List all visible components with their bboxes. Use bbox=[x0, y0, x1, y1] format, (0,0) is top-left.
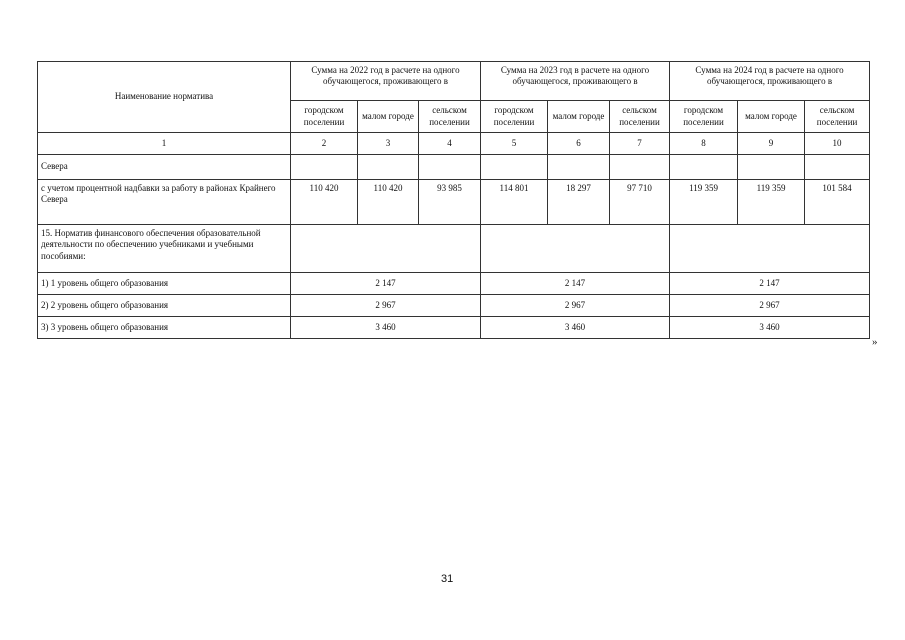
column-index: 8 bbox=[670, 133, 738, 155]
column-index: 4 bbox=[419, 133, 481, 155]
empty-cell bbox=[291, 225, 481, 273]
column-index: 9 bbox=[738, 133, 805, 155]
row-label-severa: Севера bbox=[38, 155, 291, 180]
year-header-2023: Сумма на 2023 год в расчете на одного обучающегося, проживающего в bbox=[481, 62, 670, 101]
value-cell: 2 147 bbox=[291, 273, 481, 295]
table-row bbox=[38, 295, 870, 317]
table-row bbox=[38, 317, 870, 339]
column-index: 10 bbox=[805, 133, 870, 155]
subheader-urban: городском поселении bbox=[670, 101, 738, 133]
row-label-level-2: 2) 2 уровень общего образования bbox=[38, 295, 291, 317]
row-label-level-3: 3) 3 уровень общего образования bbox=[38, 317, 291, 339]
page-number: 31 bbox=[441, 573, 454, 585]
closing-quote: » bbox=[872, 336, 878, 348]
row-label-allowance: с учетом процентной надбавки за работу в районах Крайнего Севера bbox=[38, 180, 291, 225]
empty-cell bbox=[291, 155, 358, 180]
table-row bbox=[38, 180, 870, 225]
column-index: 2 bbox=[291, 133, 358, 155]
value-cell: 18 297 bbox=[548, 180, 610, 225]
subheader-urban: городском поселении bbox=[481, 101, 548, 133]
header-row-years bbox=[38, 62, 870, 101]
column-index: 3 bbox=[358, 133, 419, 155]
row-label-norm-15: 15. Норматив финансового обеспечения образовательной деятельности по обеспечению учебниками и учебными пособиями: bbox=[38, 225, 291, 273]
value-cell: 2 147 bbox=[481, 273, 670, 295]
column-index: 1 bbox=[38, 133, 291, 155]
value-cell: 2 147 bbox=[670, 273, 870, 295]
table-row bbox=[38, 225, 870, 273]
value-cell: 114 801 bbox=[481, 180, 548, 225]
empty-cell bbox=[738, 155, 805, 180]
value-cell: 2 967 bbox=[481, 295, 670, 317]
value-cell: 2 967 bbox=[291, 295, 481, 317]
subheader-rural: сельском поселении bbox=[419, 101, 481, 133]
empty-cell bbox=[419, 155, 481, 180]
empty-cell bbox=[358, 155, 419, 180]
table-row bbox=[38, 273, 870, 295]
name-header: Наименование норматива bbox=[38, 62, 291, 133]
value-cell: 2 967 bbox=[670, 295, 870, 317]
value-cell: 97 710 bbox=[610, 180, 670, 225]
subheader-small-town: малом городе bbox=[738, 101, 805, 133]
norms-table bbox=[37, 61, 870, 339]
subheader-rural: сельском поселении bbox=[610, 101, 670, 133]
empty-cell bbox=[670, 225, 870, 273]
empty-cell bbox=[670, 155, 738, 180]
subheader-rural: сельском поселении bbox=[805, 101, 870, 133]
empty-cell bbox=[805, 155, 870, 180]
column-index: 5 bbox=[481, 133, 548, 155]
value-cell: 101 584 bbox=[805, 180, 870, 225]
subheader-small-town: малом городе bbox=[548, 101, 610, 133]
empty-cell bbox=[481, 155, 548, 180]
column-index-row bbox=[38, 133, 870, 155]
row-label-level-1: 1) 1 уровень общего образования bbox=[38, 273, 291, 295]
subheader-small-town: малом городе bbox=[358, 101, 419, 133]
table-row bbox=[38, 155, 870, 180]
value-cell: 110 420 bbox=[291, 180, 358, 225]
subheader-urban: городском поселении bbox=[291, 101, 358, 133]
value-cell: 3 460 bbox=[670, 317, 870, 339]
value-cell: 3 460 bbox=[291, 317, 481, 339]
value-cell: 119 359 bbox=[670, 180, 738, 225]
year-header-2022: Сумма на 2022 год в расчете на одного обучающегося, проживающего в bbox=[291, 62, 481, 101]
empty-cell bbox=[610, 155, 670, 180]
value-cell: 119 359 bbox=[738, 180, 805, 225]
column-index: 6 bbox=[548, 133, 610, 155]
column-index: 7 bbox=[610, 133, 670, 155]
value-cell: 3 460 bbox=[481, 317, 670, 339]
value-cell: 110 420 bbox=[358, 180, 419, 225]
year-header-2024: Сумма на 2024 год в расчете на одного обучающегося, проживающего в bbox=[670, 62, 870, 101]
value-cell: 93 985 bbox=[419, 180, 481, 225]
empty-cell bbox=[548, 155, 610, 180]
empty-cell bbox=[481, 225, 670, 273]
